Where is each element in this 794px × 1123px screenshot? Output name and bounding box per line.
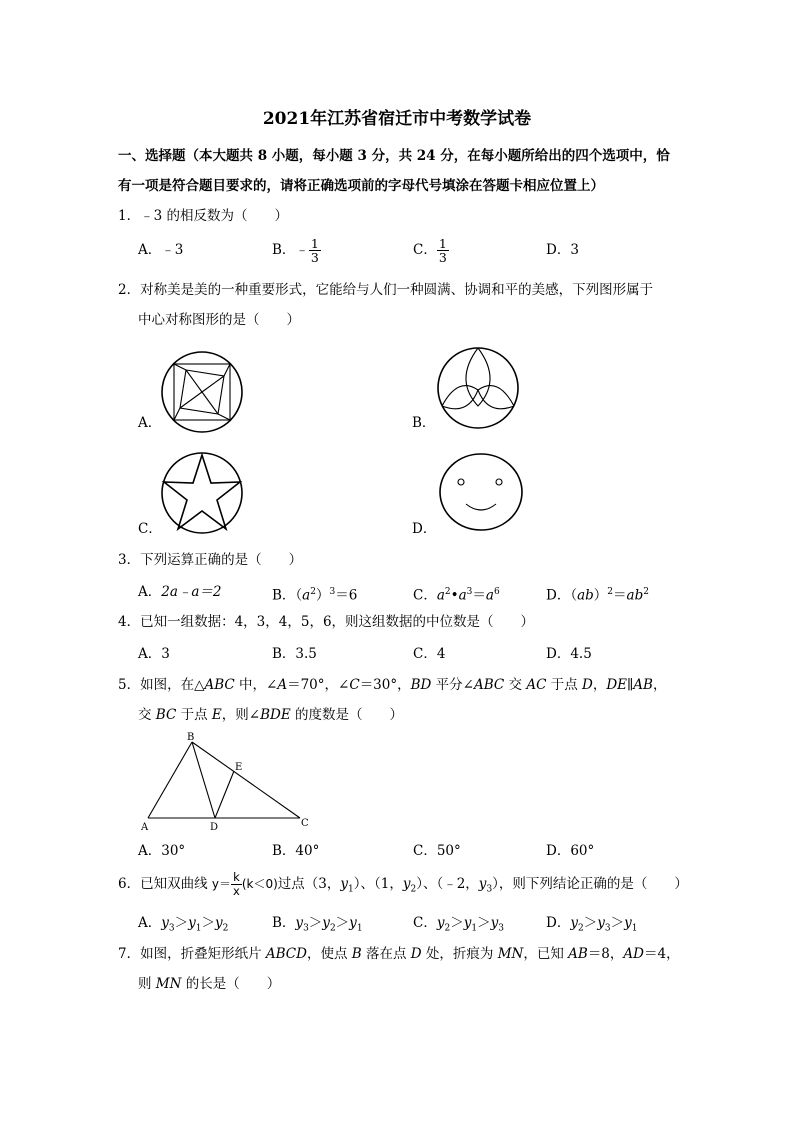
q6-a-v3: y	[188, 915, 196, 931]
q5-triangle-figure	[138, 730, 318, 834]
q3-d-base: ab	[577, 587, 594, 604]
q6-se: ），则下列结论正确的是（ ）	[492, 876, 688, 892]
q3-d-label: D．（	[546, 587, 578, 604]
segment-bc	[192, 742, 300, 818]
q5-s1p: DE	[606, 677, 628, 693]
q6-c-v4: 1	[471, 923, 478, 934]
q5-s1d: A	[277, 677, 288, 693]
q3-c-p1: a	[436, 587, 445, 604]
q6-sc: ）、（1，	[353, 876, 403, 892]
q3-b-label: B．（	[272, 587, 303, 604]
q5-s2d: E	[211, 707, 222, 723]
q3-a-expr: 2a﹣a＝2	[161, 584, 222, 600]
q5-s2g: 的度数是（ ）	[290, 707, 403, 723]
q5-stem-line2	[138, 706, 403, 724]
q6-option-b	[272, 914, 363, 938]
q6-stem	[118, 866, 688, 908]
q7-s1i: ，已知	[523, 946, 569, 962]
q6-d-v0: y	[570, 915, 578, 931]
q6-b-label: B．	[272, 915, 296, 931]
q7-s1j: AB	[568, 946, 588, 962]
q1-option-a: A．﹣3	[138, 242, 184, 258]
q2-figure-c	[160, 451, 244, 535]
q5-option-b: B．40°	[272, 843, 320, 859]
q7-s1e: 落在点	[361, 946, 411, 962]
q6-b-v2: ＞	[308, 915, 323, 931]
q6-sa: 6．已知双曲线	[118, 876, 212, 892]
q3-option-a	[138, 583, 222, 601]
q3-b-rest: ＝6	[335, 587, 358, 604]
q2-option-d-label: D．	[412, 521, 437, 537]
q3-option-d	[546, 583, 649, 605]
q3-c-p3: a	[485, 587, 494, 604]
label-c: C	[301, 818, 309, 829]
q1-stem: 1．﹣3 的相反数为（ ）	[118, 208, 288, 224]
q2-stem-line1: 2．对称美是美的一种重要形式，它能给与人们一种圆满、协调和平的美感，下列图形属于	[118, 282, 654, 298]
q6-option-d	[546, 914, 637, 938]
q7-stem-line2	[138, 975, 280, 993]
q6-a-v7: 2	[222, 923, 229, 934]
q6-c-v7: 3	[498, 923, 504, 934]
q3-d-close: ）	[593, 587, 608, 604]
q5-s2b: BC	[155, 707, 177, 723]
q6-d-v1: 2	[577, 923, 584, 934]
q6-a-v1: 3	[168, 923, 175, 934]
q3-b-exp-outer: 3	[329, 587, 336, 597]
q6-b-v5: ＞	[335, 915, 350, 931]
q4-option-d: D．4.5	[546, 646, 592, 662]
q7-stem-line1	[118, 945, 680, 963]
q5-s1r: AB	[633, 677, 653, 693]
q3-b-base: a	[302, 587, 311, 604]
q5-s2f: BDE	[260, 707, 291, 723]
q6-sd: ）、（﹣2，	[416, 876, 479, 892]
q5-s1i: 平分∠	[431, 677, 474, 693]
q6-d-v4: 3	[604, 923, 611, 934]
q6-cond: (k＜0)	[241, 877, 278, 891]
q5-s1k: 交	[504, 677, 527, 693]
q6-a-v4: 1	[195, 923, 202, 934]
q7-s2b: MN	[155, 976, 182, 992]
q5-s2a: 交	[138, 707, 156, 723]
q6-d-v5: ＞	[610, 915, 625, 931]
q3-c-eq: ＝	[472, 587, 486, 604]
q6-b-v0: y	[295, 915, 304, 931]
q2-option-c-label: C．	[138, 521, 162, 537]
q3-d-p: ab	[626, 587, 644, 604]
q1-option-c-fraction	[437, 237, 449, 264]
q6-b-v1: 3	[303, 923, 309, 934]
q5-s1n: D	[582, 677, 593, 693]
q5-s1b: ABC	[204, 677, 235, 693]
q5-s2e: ，则∠	[221, 707, 261, 723]
q5-option-c: C．50°	[413, 843, 461, 859]
q2-stem-line2: 中心对称图形的是（ ）	[138, 312, 300, 328]
q3-stem: 3．下列运算正确的是（ ）	[118, 552, 303, 568]
q7-s1b: ABCD	[265, 946, 307, 962]
q5-option-a: A．30°	[138, 843, 186, 859]
q1-c-denominator: 3	[438, 250, 447, 265]
q7-s1d: B	[351, 946, 362, 962]
q3-b-close: ）	[315, 587, 330, 604]
q5-s1a: 5．如图，在△	[118, 677, 205, 693]
q1-c-numerator: 1	[438, 236, 447, 251]
q5-s2c: 于点	[176, 707, 212, 723]
q2-option-a-label: A．	[138, 415, 162, 431]
segment-ab	[148, 742, 192, 818]
page-title: 2021年江苏省宿迁市中考数学试卷	[262, 109, 532, 129]
q6-d-label: D．	[546, 915, 571, 931]
q3-c-e2: 3	[466, 587, 473, 597]
q7-s2c: 的长是（ ）	[181, 976, 281, 992]
q6-a-v0: y	[161, 915, 169, 931]
q5-s1m: 于点	[546, 677, 583, 693]
q6-c-v6: y	[490, 915, 499, 931]
q7-s1m: ＝4，	[643, 946, 680, 962]
q5-s1s: ，	[652, 677, 667, 693]
q3-c-e1: 2	[444, 587, 451, 597]
q2-option-b-label: B．	[412, 415, 436, 431]
q1-option-c	[413, 232, 449, 268]
q6-d-v7: 1	[631, 923, 638, 934]
q6-s2: 2	[410, 884, 417, 895]
q6-c-v3: y	[463, 915, 472, 931]
q7-s1c: ，使点	[306, 946, 352, 962]
q3-a-label: A．	[138, 584, 162, 600]
q6-d-v2: ＞	[583, 915, 598, 931]
q5-s1e: ＝70°，∠	[287, 677, 350, 693]
q6-numerator: k	[231, 871, 242, 885]
q1-b-numerator: 1	[310, 236, 319, 251]
q6-p3: y	[478, 876, 487, 892]
q2-figure-b	[436, 346, 520, 430]
q6-s1: 1	[348, 884, 354, 895]
q7-s1k: ＝8，	[587, 946, 624, 962]
q1-option-b-fraction	[309, 237, 321, 264]
q1-option-b-prefix: B．﹣	[272, 242, 309, 258]
label-b: B	[187, 732, 195, 743]
q6-fraction	[231, 871, 242, 898]
q7-s1a: 7．如图，折叠矩形纸片	[118, 946, 266, 962]
q6-option-c	[413, 914, 504, 938]
q5-stem-line1	[118, 676, 666, 694]
q1-option-c-prefix: C．	[413, 242, 437, 258]
q6-c-v5: ＞	[477, 915, 491, 931]
q1-option-b	[272, 232, 321, 268]
segment-bd	[192, 742, 215, 818]
q6-a-v6: y	[215, 915, 223, 931]
q1-option-d: D．3	[546, 242, 579, 258]
q6-b-v3: y	[322, 915, 330, 931]
q4-option-b: B．3.5	[272, 646, 317, 662]
q5-s1l: AC	[526, 677, 547, 693]
segment-de	[215, 771, 234, 818]
q3-d-eq: ＝	[613, 587, 627, 604]
q7-s1f: D	[410, 946, 422, 962]
q5-s1h: BD	[410, 677, 432, 693]
q7-s1l: AD	[623, 946, 644, 962]
q6-b-v4: 2	[329, 923, 336, 934]
q6-sb: 过点（3，	[277, 876, 341, 892]
q5-option-d: D．60°	[546, 843, 595, 859]
label-d: D	[210, 822, 219, 833]
q3-c-dot: •	[450, 587, 459, 604]
q3-option-c	[413, 583, 500, 605]
q6-a-label: A．	[138, 915, 162, 931]
q5-s1f: C	[349, 677, 360, 693]
q3-option-b	[272, 583, 357, 605]
q3-d-e: 2	[643, 587, 649, 597]
q5-s1c: 中，∠	[234, 677, 278, 693]
q6-p2: y	[402, 876, 411, 892]
section-heading-line1: 一、选择题（本大题共 8 小题，每小题 3 分，共 24 分，在每小题所给出的四个选项中，恰	[118, 148, 670, 164]
q3-b-exp-inner: 2	[310, 587, 316, 597]
q2-figure-d	[438, 452, 524, 532]
q4-option-a: A．3	[138, 646, 170, 662]
q6-c-label: C．	[413, 915, 437, 931]
q6-y: y＝	[211, 877, 231, 891]
q6-c-v2: ＞	[450, 915, 464, 931]
label-e: E	[235, 762, 243, 773]
q7-s1h: MN	[497, 946, 524, 962]
q6-p1: y	[340, 876, 348, 892]
q6-option-a	[138, 914, 228, 938]
q2-figure-a	[160, 350, 244, 434]
q6-d-v3: y	[597, 915, 605, 931]
q3-c-e3: 6	[493, 587, 500, 597]
q5-s1q: ∥	[627, 677, 634, 693]
q6-s3: 3	[486, 884, 493, 895]
q6-b-v6: y	[349, 915, 357, 931]
q3-d-exp-outer: 2	[607, 587, 614, 597]
q3-c-p2: a	[458, 587, 467, 604]
q1-b-denominator: 3	[310, 250, 319, 265]
section-heading-line2: 有一项是符合题目要求的，请将正确选项前的字母代号填涂在答题卡相应位置上）	[118, 178, 604, 194]
q5-s1o: ，	[592, 677, 607, 693]
q7-s2a: 则	[138, 976, 156, 992]
q6-b-v7: 1	[356, 923, 363, 934]
q4-stem: 4．已知一组数据：4，3，4，5，6，则这组数据的中位数是（ ）	[118, 614, 535, 630]
q3-c-label: C．	[413, 587, 437, 604]
q6-c-v0: y	[436, 915, 445, 931]
q4-option-c: C．4	[413, 646, 446, 662]
q6-denominator: x	[233, 884, 240, 898]
q5-s1g: ＝30°，	[359, 677, 411, 693]
label-a: A	[141, 822, 149, 833]
q6-d-v6: y	[624, 915, 632, 931]
q5-s1j: ABC	[473, 677, 505, 693]
q6-a-v2: ＞	[174, 915, 189, 931]
q6-a-v5: ＞	[201, 915, 215, 931]
q6-c-v1: 2	[444, 923, 451, 934]
q7-s1g: 处，折痕为	[421, 946, 498, 962]
